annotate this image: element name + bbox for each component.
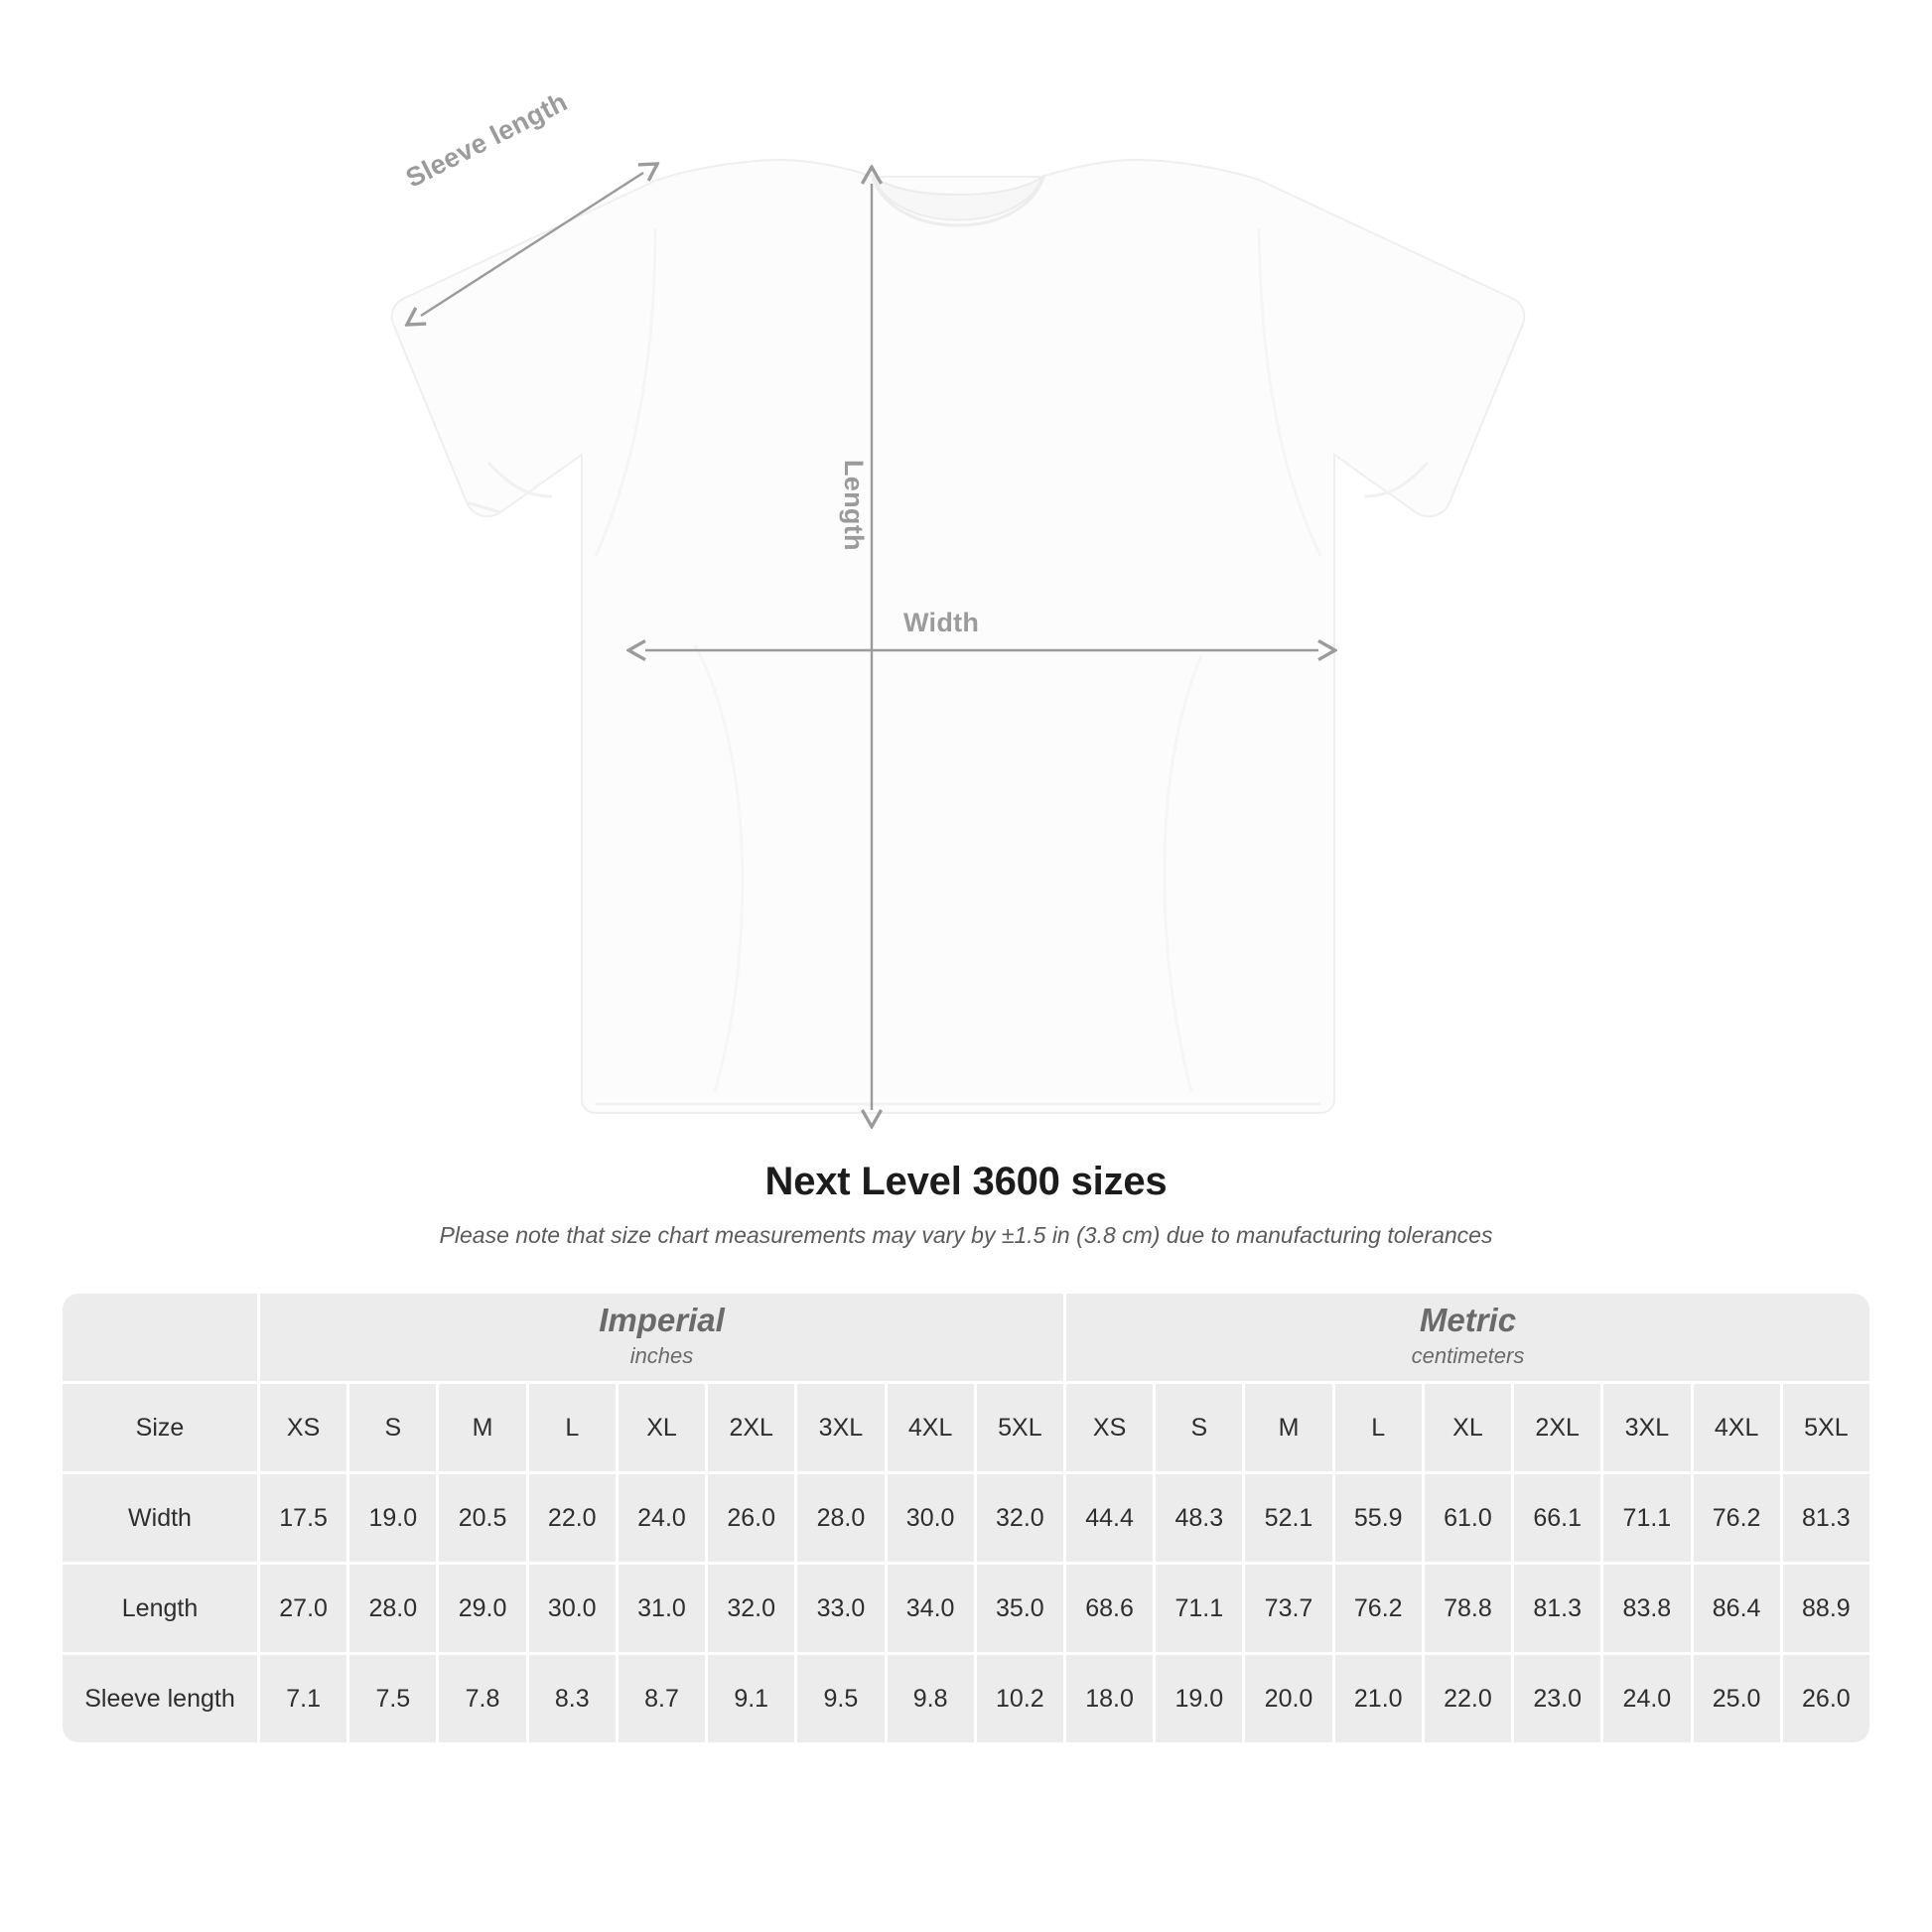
- cell-width-met-l: 55.9: [1335, 1474, 1422, 1562]
- row-head-length: Length: [63, 1565, 257, 1652]
- cell-sleeve-met-xl: 22.0: [1425, 1655, 1511, 1742]
- cell-sleeve-imp-xs: 7.1: [260, 1655, 346, 1742]
- col-head-met-m: M: [1245, 1384, 1331, 1471]
- cell-length-met-m: 73.7: [1245, 1565, 1331, 1652]
- col-head-met-xs: XS: [1066, 1384, 1153, 1471]
- cell-width-imp-3xl: 28.0: [797, 1474, 884, 1562]
- col-head-met-xl: XL: [1425, 1384, 1511, 1471]
- cell-sleeve-imp-m: 7.8: [439, 1655, 525, 1742]
- cell-sleeve-imp-2xl: 9.1: [708, 1655, 794, 1742]
- cell-sleeve-imp-5xl: 10.2: [977, 1655, 1063, 1742]
- cell-length-met-s: 71.1: [1156, 1565, 1242, 1652]
- cell-width-met-s: 48.3: [1156, 1474, 1242, 1562]
- length-label: Length: [839, 460, 869, 551]
- cell-width-met-4xl: 76.2: [1694, 1474, 1780, 1562]
- cell-sleeve-met-2xl: 23.0: [1514, 1655, 1600, 1742]
- cell-length-imp-xs: 27.0: [260, 1565, 346, 1652]
- cell-width-imp-xl: 24.0: [619, 1474, 705, 1562]
- metric-group-header: [1066, 1294, 1869, 1381]
- cell-length-imp-s: 28.0: [349, 1565, 436, 1652]
- cell-sleeve-imp-xl: 8.7: [619, 1655, 705, 1742]
- cell-sleeve-met-s: 19.0: [1156, 1655, 1242, 1742]
- cell-sleeve-met-5xl: 26.0: [1783, 1655, 1869, 1742]
- size-table: [60, 1291, 1872, 1745]
- cell-length-met-l: 76.2: [1335, 1565, 1422, 1652]
- table-units-row: [63, 1294, 1869, 1381]
- cell-width-met-2xl: 66.1: [1514, 1474, 1600, 1562]
- cell-length-met-5xl: 88.9: [1783, 1565, 1869, 1652]
- width-label: Width: [903, 608, 980, 637]
- sleeve-length-label: Sleeve length: [401, 86, 573, 194]
- tolerance-note: Please note that size chart measurements may vary by ±1.5 in (3.8 cm) due to manufacturing tolerances: [439, 1222, 1493, 1248]
- row-head-width: Width: [63, 1474, 257, 1562]
- col-head-imp-s: S: [349, 1384, 436, 1471]
- col-head-imp-l: L: [529, 1384, 616, 1471]
- cell-sleeve-imp-3xl: 9.5: [797, 1655, 884, 1742]
- col-head-imp-3xl: 3XL: [797, 1384, 884, 1471]
- metric-label: Metric: [1419, 1302, 1517, 1339]
- col-head-met-l: L: [1335, 1384, 1422, 1471]
- cell-sleeve-imp-l: 8.3: [529, 1655, 616, 1742]
- cell-length-imp-xl: 31.0: [619, 1565, 705, 1652]
- col-head-met-3xl: 3XL: [1603, 1384, 1690, 1471]
- cell-length-imp-4xl: 34.0: [888, 1565, 974, 1652]
- imperial-group-header: [260, 1294, 1063, 1381]
- metric-sublabel: centimeters: [1411, 1342, 1525, 1368]
- table-row-length: [63, 1565, 1869, 1652]
- cell-width-imp-m: 20.5: [439, 1474, 525, 1562]
- col-head-met-s: S: [1156, 1384, 1242, 1471]
- cell-length-met-4xl: 86.4: [1694, 1565, 1780, 1652]
- imperial-sublabel: inches: [629, 1342, 694, 1368]
- cell-length-imp-m: 29.0: [439, 1565, 525, 1652]
- title-block: [0, 1160, 1932, 1249]
- cell-width-met-3xl: 71.1: [1603, 1474, 1690, 1562]
- table-row-width: [63, 1474, 1869, 1562]
- cell-length-imp-l: 30.0: [529, 1565, 616, 1652]
- table-row-sleeve-length: [63, 1655, 1869, 1742]
- col-head-imp-4xl: 4XL: [888, 1384, 974, 1471]
- size-header-cell: Size: [63, 1384, 257, 1471]
- cell-sleeve-met-3xl: 24.0: [1603, 1655, 1690, 1742]
- cell-width-imp-xs: 17.5: [260, 1474, 346, 1562]
- cell-width-imp-2xl: 26.0: [708, 1474, 794, 1562]
- imperial-label: Imperial: [599, 1302, 725, 1339]
- col-head-imp-xl: XL: [619, 1384, 705, 1471]
- col-head-imp-5xl: 5XL: [977, 1384, 1063, 1471]
- cell-length-met-xl: 78.8: [1425, 1565, 1511, 1652]
- cell-length-met-2xl: 81.3: [1514, 1565, 1600, 1652]
- col-head-imp-xs: XS: [260, 1384, 346, 1471]
- cell-width-met-5xl: 81.3: [1783, 1474, 1869, 1562]
- page-title: Next Level 3600 sizes: [764, 1160, 1168, 1203]
- cell-width-imp-l: 22.0: [529, 1474, 616, 1562]
- table-corner-cell: [63, 1294, 257, 1381]
- col-head-met-2xl: 2XL: [1514, 1384, 1600, 1471]
- cell-sleeve-met-4xl: 25.0: [1694, 1655, 1780, 1742]
- cell-length-imp-2xl: 32.0: [708, 1565, 794, 1652]
- cell-sleeve-met-l: 21.0: [1335, 1655, 1422, 1742]
- cell-length-imp-3xl: 33.0: [797, 1565, 884, 1652]
- cell-sleeve-imp-s: 7.5: [349, 1655, 436, 1742]
- cell-sleeve-imp-4xl: 9.8: [888, 1655, 974, 1742]
- cell-width-imp-4xl: 30.0: [888, 1474, 974, 1562]
- col-head-met-4xl: 4XL: [1694, 1384, 1780, 1471]
- cell-width-imp-s: 19.0: [349, 1474, 436, 1562]
- row-head-sleeve-length: Sleeve length: [63, 1655, 257, 1742]
- cell-length-met-3xl: 83.8: [1603, 1565, 1690, 1652]
- cell-width-imp-5xl: 32.0: [977, 1474, 1063, 1562]
- cell-sleeve-met-m: 20.0: [1245, 1655, 1331, 1742]
- cell-width-met-xs: 44.4: [1066, 1474, 1153, 1562]
- size-table-wrapper: [60, 1291, 1872, 1745]
- col-head-met-5xl: 5XL: [1783, 1384, 1869, 1471]
- cell-width-met-xl: 61.0: [1425, 1474, 1511, 1562]
- col-head-imp-2xl: 2XL: [708, 1384, 794, 1471]
- cell-length-met-xs: 68.6: [1066, 1565, 1153, 1652]
- cell-width-met-m: 52.1: [1245, 1474, 1331, 1562]
- cell-length-imp-5xl: 35.0: [977, 1565, 1063, 1652]
- table-header-row: [63, 1384, 1869, 1471]
- cell-sleeve-met-xs: 18.0: [1066, 1655, 1153, 1742]
- col-head-imp-m: M: [439, 1384, 525, 1471]
